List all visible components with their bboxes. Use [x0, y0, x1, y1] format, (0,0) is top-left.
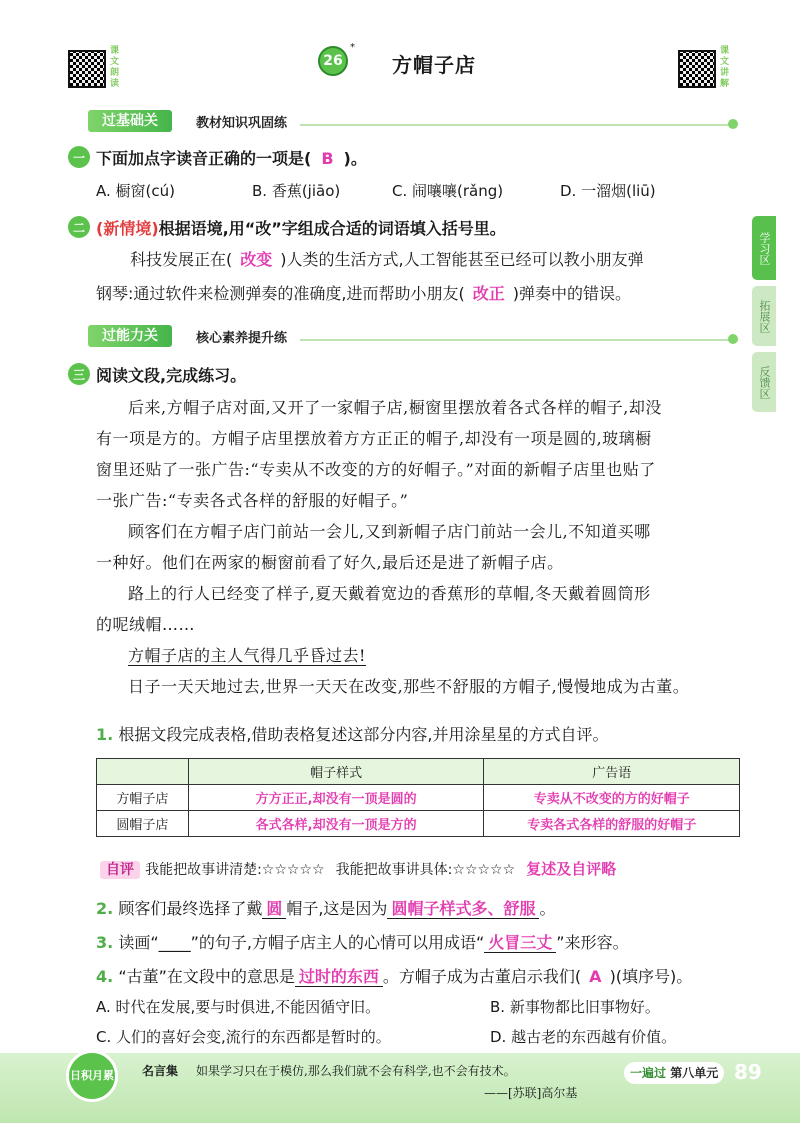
- q1-title-before: 下面加点字读音正确的一项是(: [96, 149, 312, 168]
- self-evaluation-row: [100, 858, 750, 879]
- self-eval-label: 自评: [100, 861, 140, 879]
- q2-line2-before: 钢琴:通过软件来检测弹奏的准确度,进而帮助小朋友(: [96, 284, 465, 303]
- sub-q4-answer-1: 过时的东西: [295, 967, 383, 987]
- sub-q3-num: 3.: [96, 933, 114, 952]
- passage-line-2: 有一项是方的。方帽子店里摆放着方方正正的帽子,却没有一项是圆的,玻璃橱: [96, 429, 652, 448]
- q1-option-c: C. 闹嚷嚷(rǎng): [392, 182, 504, 200]
- table-cell-answer: 方方正正,却没有一顶是圆的: [188, 785, 484, 811]
- passage-line-10: 日子一天天地过去,世界一天天在改变,那些不舒服的方帽子,慢慢地成为古董。: [128, 677, 690, 696]
- passage-line-6: 一种好。他们在两家的橱窗前看了好久,最后还是进了新帽子店。: [96, 553, 564, 572]
- sub-question-1: [96, 722, 609, 745]
- sub-q3-before: 读画“____”的句子,方帽子店主人的心情可以用成语“: [118, 933, 485, 952]
- table-cell: 方帽子店: [97, 785, 189, 811]
- table-cell: 圆帽子店: [97, 811, 189, 837]
- self-eval-clear[interactable]: 我能把故事讲清楚:☆☆☆☆☆: [145, 862, 325, 878]
- passage-line-7: 路上的行人已经变了样子,夏天戴着宽边的香蕉形的草帽,冬天戴着圆筒形: [128, 584, 651, 603]
- section-dot-icon-2: [728, 334, 738, 344]
- sub-q2-num: 2.: [96, 899, 114, 918]
- sub-question-2: [96, 896, 555, 919]
- q2-title-text: 根据语境,用“改”字组成合适的词语填入括号里。: [158, 219, 506, 238]
- passage-line-5: 顾客们在方帽子店门前站一会儿,又到新帽子店门前站一会儿,不知道买哪: [128, 522, 651, 541]
- qr-code-left[interactable]: [68, 50, 106, 88]
- question-2-title: [96, 216, 506, 239]
- table-cell-answer: 各式各样,却没有一顶是方的: [188, 811, 484, 837]
- q1-answer: B: [321, 149, 334, 168]
- sub-q2-after: 。: [539, 899, 556, 918]
- sub-q3-after: ”来形容。: [556, 933, 629, 952]
- q1-option-a: A. 橱窗(cú): [96, 182, 175, 200]
- lesson-number-badge: 26: [318, 46, 348, 76]
- q2-tag: (新情境): [96, 219, 159, 238]
- passage-line-4: 一张广告:“专卖各式各样的舒服的好帽子。”: [96, 491, 409, 510]
- section-banner-ability: 过能力关: [88, 325, 172, 347]
- question-number-1: 一: [68, 146, 90, 168]
- sub-q4-after: )(填序号)。: [609, 967, 693, 986]
- sub-q1-num: 1.: [96, 725, 114, 744]
- lesson-mark: *: [350, 42, 355, 53]
- self-eval-detail[interactable]: 我能把故事讲具体:☆☆☆☆☆: [335, 862, 516, 878]
- footer-quote: 如果学习只在于模仿,那么我们就不会有科学,也不会有技术。: [196, 1064, 516, 1078]
- passage-line-3: 窗里还贴了一张广告:“专卖从不改变的方的好帽子。”对面的新帽子店里也贴了: [96, 460, 656, 479]
- passage-line-1: 后来,方帽子店对面,又开了一家帽子店,橱窗里摆放着各式各样的帽子,却没: [128, 398, 662, 417]
- sub-q4-middle: 。方帽子成为古董启示我们(: [382, 967, 582, 986]
- q2-answer-1: 改变: [240, 250, 273, 269]
- passage-line-8: 的呢绒帽……: [96, 615, 196, 634]
- q2-line-2: [96, 278, 736, 310]
- qr-left-tag: 课文朗读: [110, 46, 120, 89]
- q4-option-c: C. 人们的喜好会变,流行的东西都是暂时的。: [96, 1028, 391, 1046]
- table-header-cell: 广告语: [484, 759, 740, 785]
- q2-line-1: [130, 244, 740, 276]
- table-cell-answer: 专卖从不改变的方的好帽子: [484, 785, 740, 811]
- q2-line1-after: )人类的生活方式,人工智能甚至已经可以教小朋友弹: [280, 250, 644, 269]
- sub-q3-answer: 火冒三丈: [484, 933, 556, 953]
- sub-q4-answer-2: A: [589, 967, 602, 986]
- footer-brand: 一遍过: [630, 1066, 667, 1080]
- q2-line2-after: )弹奏中的错误。: [512, 284, 631, 303]
- sub-q2-middle: 帽子,这是因为: [286, 899, 388, 918]
- footer-quote-author: ——[苏联]高尔基: [484, 1086, 578, 1100]
- table-header-cell: 帽子样式: [188, 759, 484, 785]
- table-header-cell: [97, 759, 189, 785]
- sub-q2-answer-2: 圆帽子样式多、舒服: [387, 899, 539, 919]
- side-tab-extend[interactable]: 拓展区: [752, 286, 776, 346]
- q4-option-b: B. 新事物都比旧事物好。: [490, 998, 660, 1016]
- question-1-title: [96, 146, 367, 169]
- question-number-2: 二: [68, 216, 90, 238]
- q4-option-a: A. 时代在发展,要与时俱进,不能因循守旧。: [96, 998, 381, 1016]
- footer-quote-label: 名言集: [142, 1064, 179, 1078]
- section-divider: [300, 124, 730, 126]
- qr-right-tag: 课文讲解: [720, 46, 730, 89]
- side-tab-study[interactable]: 学习区: [752, 216, 776, 280]
- hat-shop-table: [96, 758, 740, 837]
- section-banner-basic: 过基础关: [88, 110, 172, 132]
- question-3-title: 阅读文段,完成练习。: [96, 366, 247, 385]
- q4-option-d: D. 越古老的东西越有价值。: [490, 1028, 677, 1046]
- q1-option-b: B. 香蕉(jiāo): [252, 182, 341, 200]
- sub-q4-before: “古董”在文段中的意思是: [118, 967, 295, 986]
- passage-line-9-underlined: 方帽子店的主人气得几乎昏过去!: [128, 646, 366, 665]
- page-title: 方帽子店: [392, 53, 476, 77]
- footer-badge: 日积月累: [66, 1050, 118, 1102]
- sub-q1-text: 根据文段完成表格,借助表格复述这部分内容,并用涂星星的方式自评。: [118, 725, 609, 744]
- table-cell-answer: 专卖各式各样的舒服的好帽子: [484, 811, 740, 837]
- sub-question-4: [96, 964, 692, 987]
- section-subtitle-basic: 教材知识巩固练: [196, 116, 288, 131]
- side-tab-feedback[interactable]: 反馈区: [752, 352, 776, 412]
- sub-question-3: [96, 930, 629, 953]
- qr-code-right[interactable]: [678, 50, 716, 88]
- sub-q4-num: 4.: [96, 967, 114, 986]
- self-eval-answer: 复述及自评略: [526, 860, 617, 878]
- question-number-3: 三: [68, 363, 90, 385]
- q1-option-d: D. 一溜烟(liū): [560, 182, 656, 200]
- q2-line1-before: 科技发展正在(: [130, 250, 233, 269]
- footer-unit-pill: [624, 1062, 724, 1084]
- q1-title-after: )。: [343, 149, 367, 168]
- section-dot-icon: [728, 119, 738, 129]
- page-number: 89: [734, 1060, 762, 1084]
- q2-answer-2: 改正: [472, 284, 505, 303]
- sub-q2-answer-1: 圆: [262, 899, 286, 919]
- reading-passage: [96, 392, 736, 702]
- section-subtitle-ability: 核心素养提升练: [196, 331, 288, 346]
- table-row: [97, 811, 740, 837]
- table-header-row: [97, 759, 740, 785]
- sub-q2-before: 顾客们最终选择了戴: [118, 899, 263, 918]
- table-row: [97, 785, 740, 811]
- section-divider-2: [300, 339, 730, 341]
- footer-unit: 第八单元: [670, 1066, 719, 1080]
